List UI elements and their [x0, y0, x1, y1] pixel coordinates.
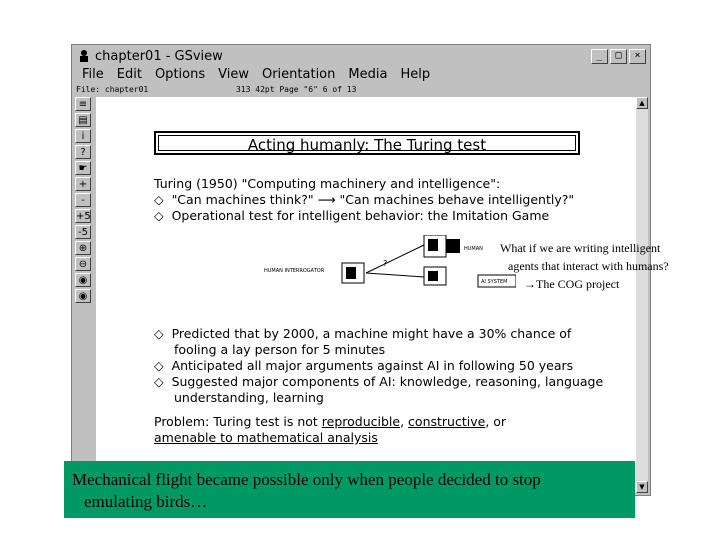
- bullet-3: ◇ Suggested major components of AI: knowledge, reasoning, language: [154, 374, 604, 389]
- print-icon[interactable]: ▤: [75, 113, 91, 127]
- zoom-out-icon[interactable]: ⊖: [75, 257, 91, 271]
- problem-prefix: Problem: Turing test is not: [154, 414, 322, 429]
- menu-options[interactable]: Options: [154, 66, 206, 82]
- problem-amenable: amenable to mathematical analysis: [154, 430, 378, 445]
- bullet-1-cont: fooling a lay person for 5 minutes: [174, 342, 386, 357]
- window-title: chapter01 - GSview: [95, 48, 223, 64]
- back-5-icon[interactable]: -5: [75, 225, 91, 239]
- gsview-app-icon: [77, 49, 91, 63]
- slide-line-3: ◇ Operational test for intelligent behavior: the Imitation Game: [154, 208, 550, 223]
- title-bar[interactable]: [74, 47, 648, 65]
- problem-sep: ,: [400, 414, 409, 429]
- minimize-button[interactable]: _: [591, 49, 608, 64]
- bullet-2-text: Anticipated all major arguments against AI in following 50 years: [171, 358, 574, 373]
- human-label: HUMAN: [464, 246, 483, 252]
- slide-line-2-text: "Can machines think?" ⟶ "Can machines behave intelligently?": [171, 192, 575, 207]
- interrogator-label: HUMAN INTERROGATOR: [264, 268, 325, 274]
- bullet-2: ◇ Anticipated all major arguments against AI in following 50 years: [154, 358, 574, 373]
- menu-help[interactable]: Help: [400, 66, 431, 82]
- info-icon[interactable]: i: [75, 129, 91, 143]
- scroll-down-icon[interactable]: ▼: [636, 481, 648, 493]
- menu-media[interactable]: Media: [348, 66, 388, 82]
- question-mark-label: ?: [383, 259, 388, 268]
- status-file: File: chapter01: [76, 85, 149, 94]
- side-note-line-1: What if we are writing intelligent: [500, 241, 661, 255]
- prev-page-icon[interactable]: -: [75, 193, 91, 207]
- menu-file[interactable]: File: [82, 66, 104, 82]
- status-page-info: 313 42pt Page "6" 6 of 13: [236, 85, 357, 94]
- problem-line-2: [154, 430, 378, 445]
- next-page-icon[interactable]: +: [75, 177, 91, 191]
- caption-box: [64, 461, 635, 518]
- slide-title: Acting humanly: The Turing test: [247, 136, 487, 154]
- close-button[interactable]: ×: [629, 49, 646, 64]
- problem-line-1: [154, 414, 506, 429]
- side-note-line-2: agents that interact with humans?: [508, 259, 669, 273]
- vertical-toolbar: [75, 97, 93, 305]
- help-icon[interactable]: ?: [75, 145, 91, 159]
- problem-suffix: , or: [485, 414, 507, 429]
- slide-line-2: ◇ "Can machines think?" ⟶ "Can machines behave intelligently?": [154, 192, 575, 207]
- maximize-button[interactable]: □: [610, 49, 627, 64]
- side-note-line-3: →The COG project: [524, 277, 620, 291]
- bullet-1-text: Predicted that by 2000, a machine might have a 30% chance of: [171, 326, 572, 341]
- bullet-1: ◇ Predicted that by 2000, a machine might have a 30% chance of: [154, 326, 572, 341]
- bullet-3-text: Suggested major components of AI: knowledge, reasoning, language: [171, 374, 604, 389]
- status-line: [76, 84, 646, 96]
- document-viewport[interactable]: [96, 97, 636, 493]
- zoom-in-icon[interactable]: ⊕: [75, 241, 91, 255]
- caption-line-2: emulating birds…: [84, 492, 208, 511]
- goto-page-icon[interactable]: ☛: [75, 161, 91, 175]
- vertical-scrollbar[interactable]: [636, 97, 648, 493]
- scroll-up-icon[interactable]: ▲: [636, 97, 648, 109]
- open-icon[interactable]: ≡: [75, 97, 91, 111]
- forward-5-icon[interactable]: +5: [76, 211, 91, 222]
- slide-line-3-text: Operational test for intelligent behavior: the Imitation Game: [171, 208, 550, 223]
- menu-edit[interactable]: Edit: [116, 66, 142, 82]
- caption-text: [72, 469, 632, 513]
- slide-title-frame: [154, 131, 580, 155]
- bullet-3-cont: understanding, learning: [174, 390, 324, 405]
- find-icon[interactable]: ◉: [75, 273, 91, 287]
- find-next-icon[interactable]: ◉: [75, 289, 91, 303]
- problem-reproducible: reproducible: [321, 414, 401, 429]
- caption-line-1: Mechanical flight became possible only when people decided to stop: [72, 470, 541, 489]
- ai-system-label: AI SYSTEM: [481, 279, 508, 285]
- problem-constructive: constructive: [408, 414, 486, 429]
- menu-bar: [74, 65, 648, 83]
- menu-view[interactable]: View: [218, 66, 249, 82]
- side-note: [500, 239, 710, 293]
- menu-orientation[interactable]: Orientation: [261, 66, 336, 82]
- slide-line-1: Turing (1950) "Computing machinery and intelligence":: [154, 176, 501, 191]
